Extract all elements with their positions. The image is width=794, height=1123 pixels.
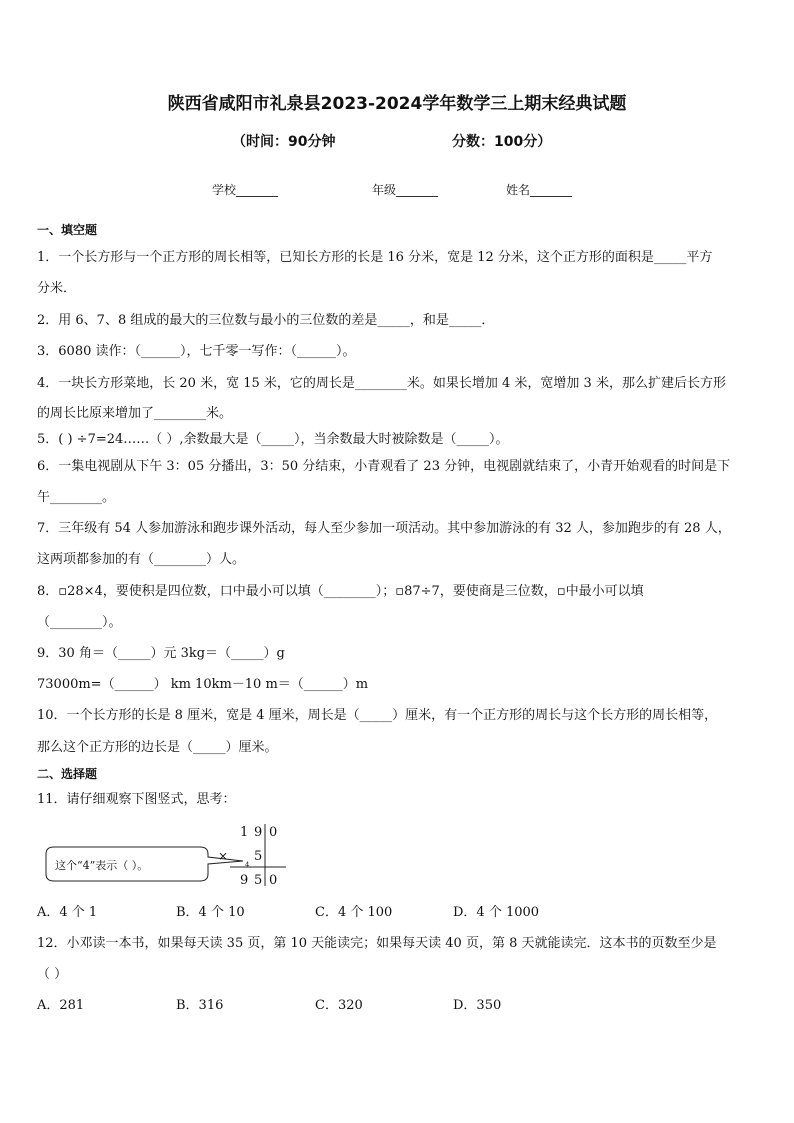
exam-time: （时间：90分钟	[232, 134, 336, 150]
section-heading-fill-blank: 一、填空题	[37, 223, 98, 237]
q11-option-c[interactable]: C．4 个 100	[315, 905, 393, 920]
question-1-line-1: 1．一个长方形与一个正方形的周长相等，已知长方形的长是 16 分米，宽是 12 分米，这个正方形的面积是_____平方	[37, 250, 713, 265]
times-sign: ×	[218, 849, 229, 863]
q11-option-a[interactable]: A．4 个 1	[37, 905, 98, 920]
q12-option-b[interactable]: B．316	[176, 998, 224, 1013]
exam-score: 分数：100分）	[452, 134, 552, 150]
question-6-line-2: 午________。	[37, 490, 116, 505]
question-12-line-1: 12．小邓读一本书，如果每天读 35 页，第 10 天能读完；如果每天读 40 页，第 8 天就能读完．这本书的页数至少是	[37, 936, 717, 951]
question-3: 3．6080 读作：（______），七千零一写作：（______）。	[37, 344, 356, 359]
question-4-line-1: 4．一块长方形菜地，长 20 米，宽 15 米，它的周长是________米。如果长增加 4 米，宽增加 3 米，那么扩建后长方形	[37, 376, 726, 391]
question-5: 5．( ) ÷7=24……（ ）,余数最大是（_____），当余数最大时被除数是（_____）。	[37, 432, 509, 447]
carry-digit: 4	[245, 861, 250, 869]
question-4-line-2: 的周长比原来增加了________米。	[37, 406, 233, 421]
question-8-line-1: 8．▫28×4，要使积是四位数，口中最小可以填（________）；▫87÷7，要使商是三位数，▫中最小可以填	[37, 584, 644, 599]
q12-option-a[interactable]: A．281	[37, 998, 85, 1013]
question-9-line-1: 9．30 角＝（_____）元 3kg＝（_____）g	[37, 646, 285, 661]
digit-r1-3: 0	[269, 825, 278, 840]
question-1-line-2: 分米．	[37, 281, 77, 296]
exam-title: 陕西省咸阳市礼泉县2023-2024学年数学三上期末经典试题	[167, 94, 627, 114]
vertical-multiplication-figure	[40, 822, 300, 888]
section-heading-choice: 二、选择题	[37, 767, 98, 781]
name-field: 姓名_______	[506, 183, 573, 197]
q12-option-d[interactable]: D．350	[453, 998, 502, 1013]
question-6-line-1: 6．一集电视剧从下午 3：05 分播出，3：50 分结束，小青观看了 23 分钟，电视剧就结束了，小青开始观看的时间是下	[37, 459, 731, 474]
question-11: 11．请仔细观察下图竖式，思考：	[37, 792, 236, 807]
q11-option-d[interactable]: D．4 个 1000	[453, 905, 540, 920]
question-12-line-2: （ ）	[37, 967, 68, 982]
grade-field: 年级_______	[372, 183, 439, 197]
digit-r3-3: 0	[269, 873, 278, 888]
question-8-line-2: （________）。	[37, 615, 122, 630]
question-10-line-2: 那么这个正方形的边长是（_____）厘米。	[37, 740, 278, 755]
question-2: 2．用 6、7、8 组成的最大的三位数与最小的三位数的差是_____，和是_____．	[37, 313, 495, 328]
digit-r1-1: 1	[240, 825, 249, 840]
question-7-line-1: 7．三年级有 54 人参加游泳和跑步课外活动，每人至少参加一项活动。其中参加游泳的有 32 人，参加跑步的有 28 人，	[37, 521, 731, 536]
question-7-line-2: 这两项都参加的有（________）人。	[37, 552, 246, 567]
digit-r1-2: 9	[254, 825, 263, 840]
question-10-line-1: 10．一个长方形的长是 8 厘米，宽是 4 厘米，周长是（_____）厘米，有一个正方形的周长与这个长方形的周长相等，	[37, 708, 718, 723]
digit-r3-1: 9	[240, 873, 249, 888]
digit-r2: 5	[254, 849, 263, 864]
school-field: 学校_______	[212, 183, 279, 197]
q11-option-b[interactable]: B．4 个 10	[176, 905, 245, 920]
q12-option-c[interactable]: C．320	[315, 998, 363, 1013]
question-9-line-2: 73000m=（______） km 10km－10 m＝（______）m	[37, 677, 369, 692]
digit-r3-2: 5	[254, 873, 263, 888]
bubble-text: 这个“4”表示（ ）。	[55, 859, 149, 872]
